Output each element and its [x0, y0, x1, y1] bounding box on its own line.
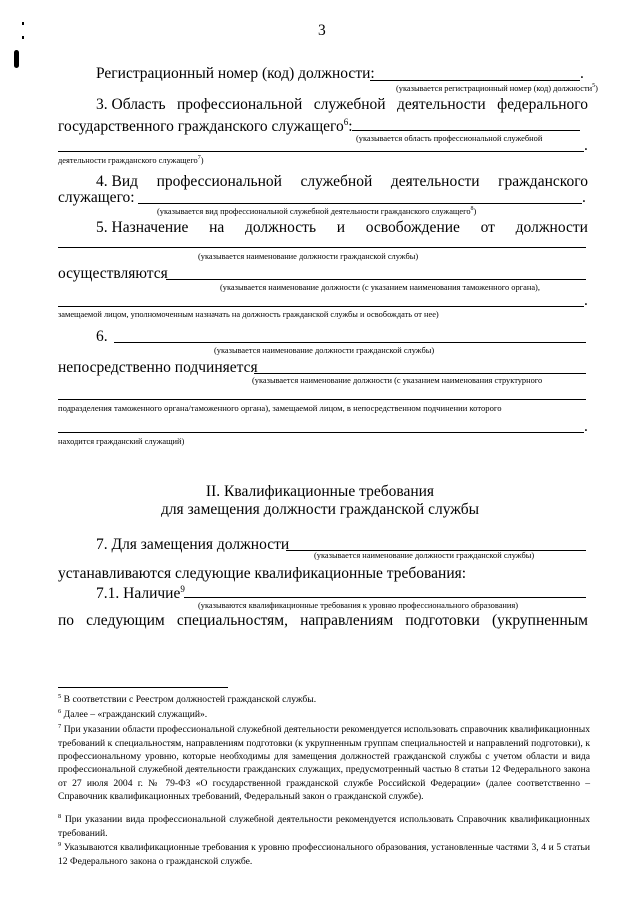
p4-hint: (указывается вид профессиональной служебной деятельности гражданского служащего$^8$) [157, 206, 477, 216]
footnote-5: $^5$ В соответствии с Реестром должностей гражданской службы. [58, 693, 317, 706]
reg-dot: . [580, 65, 584, 82]
page-number: 3 [318, 22, 326, 39]
p5-line3: осуществляются [58, 265, 168, 282]
p3-field-line2 [58, 151, 584, 152]
p5-hint2: (указывается наименование должности (с указанием наименования таможенного органа), [220, 283, 540, 292]
p6-hint3: подразделения таможенного органа/таможенного органа), замещаемой лицом, в непосредственном подчинении которого [58, 403, 502, 413]
p5-field-line3 [58, 306, 584, 307]
p5-hint3: замещаемой лицом, уполномоченным назначать на должность гражданской службы и освобождать от нее) [58, 310, 439, 319]
p3-field-line [352, 130, 580, 131]
binding-mark [22, 22, 24, 25]
binding-mark [14, 50, 19, 68]
binding-mark [22, 36, 24, 39]
p4-dot: . [582, 189, 586, 206]
p6-hint1: (указывается наименование должности гражданской службы) [214, 346, 435, 355]
p7-words-line: по следующим специальностям, направлениям подготовки (укрупненным [58, 612, 588, 629]
footnote-separator [58, 687, 228, 688]
p4-field-line [138, 203, 582, 204]
p3-line1: 3. Область профессиональной служебной деятельности федерального [96, 96, 588, 113]
reg-hint: (указывается регистрационный номер (код) должности$^5$) [396, 83, 598, 93]
footnote-6: $^6$ Далее – «гражданский служащий». [58, 708, 208, 721]
p4-line2: служащего: [58, 189, 135, 206]
p6-label: 6. [96, 328, 108, 345]
footnote-8: $^8$ При указании вида профессиональной служебной деятельности рекомендуется использовать Справочник квалификационных требований. [58, 813, 590, 839]
reg-field-line [370, 80, 580, 81]
p5-line1: 5. Назначение на должность и освобождение от должности [96, 219, 588, 236]
p3-dot: . [584, 137, 588, 154]
p71-field-line [184, 597, 586, 598]
p6-field-line1 [114, 342, 586, 343]
p6-field-line2 [254, 373, 586, 374]
p5-field-line2 [166, 279, 586, 280]
p4-line1: 4. Вид профессиональной служебной деятельности гражданского [96, 173, 588, 190]
section-title-1: II. Квалификационные требования [205, 483, 435, 500]
p71-label: 7.1. Наличие$^9$ [96, 584, 185, 603]
footnote-7: $^7$ При указании области профессиональной служебной деятельности рекомендуется использовать справочник квалификационных требований к специальностям, направлениям подготовки (к укрупненным группам специальностей и направлений подготовки), к профессиональному уровню, которые необходимы для замещения должностей гражданской службы с учетом области и вида профессиональной служебной деятельности гражданских служащих, предусмотренный частью 8 статьи 12 Федерального закона от 27 июля 2004 г. № 79-ФЗ «О государственной гражданской службе Российской Федерации» (далее соответственно – Справочник квалификационных требований, Федеральный закон о гражданской службе). [58, 723, 590, 803]
p71-hint: (указываются квалификационные требования к уровню профессионального образования) [198, 601, 519, 610]
footnote-9: $^9$ Указываются квалификационные требования к уровню профессионального образования, установленные частями 3, 4 и 5 статьи 12 Федерального закона о гражданской службе. [58, 841, 590, 867]
p3-hint2: деятельности гражданского служащего$^7$) [58, 155, 204, 165]
p6-field-line4 [58, 432, 584, 433]
p5-hint1: (указывается наименование должности гражданской службы) [198, 252, 419, 261]
p6-dot: . [584, 418, 588, 435]
p3-hint1: (указывается область профессиональной служебной [356, 134, 543, 143]
p7-hint: (указывается наименование должности гражданской службы) [314, 551, 535, 560]
reg-label: Регистрационный номер (код) должности: [96, 65, 375, 82]
p7-label: 7. Для замещения должности [96, 536, 290, 553]
section-title-2: для замещения должности гражданской службы [160, 501, 480, 518]
p6-line2: непосредственно подчиняется [58, 359, 258, 376]
p3-line2: государственного гражданского служащего$^6$: [58, 117, 353, 136]
p5-dot: . [584, 292, 588, 309]
p6-field-line3 [58, 399, 586, 400]
p5-field-line1 [58, 247, 586, 248]
p7-line2: устанавливаются следующие квалификационные требования: [58, 565, 467, 582]
p6-hint4: находится гражданский служащий) [58, 437, 185, 446]
p6-hint2: (указывается наименование должности (с указанием наименования структурного [252, 376, 543, 385]
